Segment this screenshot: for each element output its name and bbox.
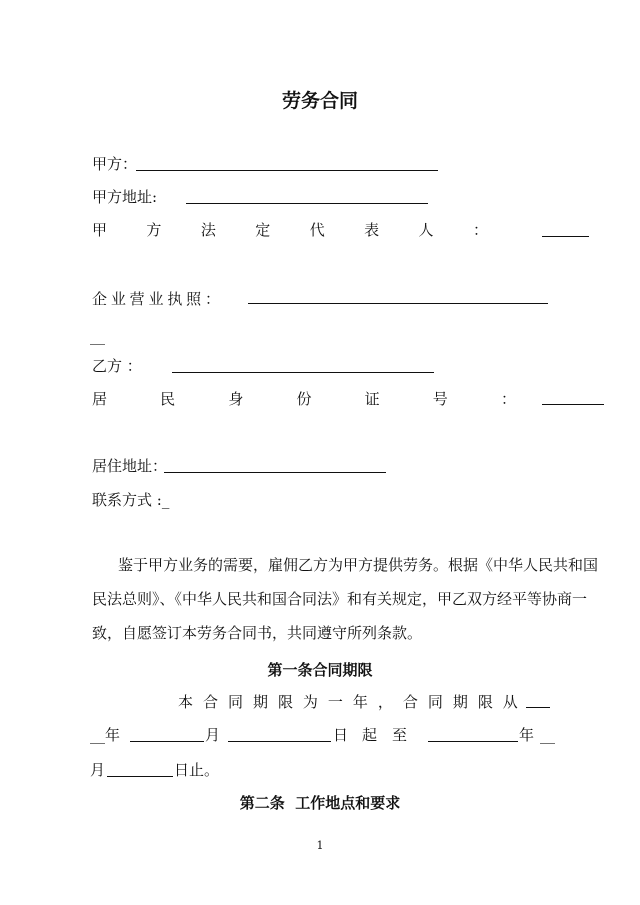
party-a-legal-rep-label: 甲 方 法 定 代 表 人 ： — [92, 221, 488, 239]
start-day-blank[interactable] — [228, 741, 331, 742]
article-1-line-1: 本 合 同 期 限 为 一 年 ， 合 同 期 限 从 — [178, 693, 518, 711]
start-year-label: __年 — [90, 726, 121, 744]
party-b-id-label: 居 民 身 份 证 号 ： — [92, 390, 516, 408]
party-b-contact-label: 联系方式 :_ — [92, 491, 170, 509]
business-license-overflow-blank: __ — [90, 327, 105, 345]
party-b-name-label: 乙方 ： — [92, 357, 142, 375]
to-label: 至 — [392, 726, 408, 744]
start-month-label: 月 — [205, 726, 221, 744]
party-a-address-label: 甲方地址: — [92, 188, 158, 206]
party-b-residence-blank[interactable] — [164, 472, 386, 473]
party-b-residence-label: 居住地址： — [92, 457, 168, 475]
end-month-label: 月 — [90, 761, 106, 779]
end-month-blank-start: __ — [540, 726, 555, 744]
start-year-blank[interactable] — [526, 707, 550, 708]
article-1-heading: 第一条合同期限 — [267, 661, 373, 679]
article-2-heading: 第二条 工作地点和要求 — [239, 794, 401, 812]
end-year-blank[interactable] — [428, 741, 518, 742]
start-month-blank[interactable] — [130, 741, 204, 742]
party-a-name-label: 甲方： — [92, 155, 138, 173]
business-license-label: 企 业 营 业 执 照 ： — [92, 290, 220, 308]
party-b-name-blank[interactable] — [172, 372, 434, 373]
end-day-label: 日止。 — [174, 761, 220, 779]
business-license-blank[interactable] — [248, 303, 548, 304]
party-a-name-blank[interactable] — [136, 170, 438, 171]
end-year-label: 年 — [519, 726, 535, 744]
start-day-label: 日起 — [333, 726, 392, 744]
end-day-blank[interactable] — [107, 776, 173, 777]
document-title: 劳务合同 — [281, 90, 358, 112]
page-number: 1 — [316, 839, 324, 852]
party-a-legal-rep-blank[interactable] — [542, 236, 589, 237]
party-a-address-blank[interactable] — [186, 203, 428, 204]
preamble-paragraph: 鉴于甲方业务的需要，雇佣乙方为甲方提供劳务。根据《中华人民共和国民法总则》、《中华人民共和国合同法》和有关规定，甲乙双方经平等协商一致，自愿签订本劳务合同书，共同遵守所列条款。 — [92, 556, 599, 642]
party-b-id-blank[interactable] — [542, 404, 604, 405]
